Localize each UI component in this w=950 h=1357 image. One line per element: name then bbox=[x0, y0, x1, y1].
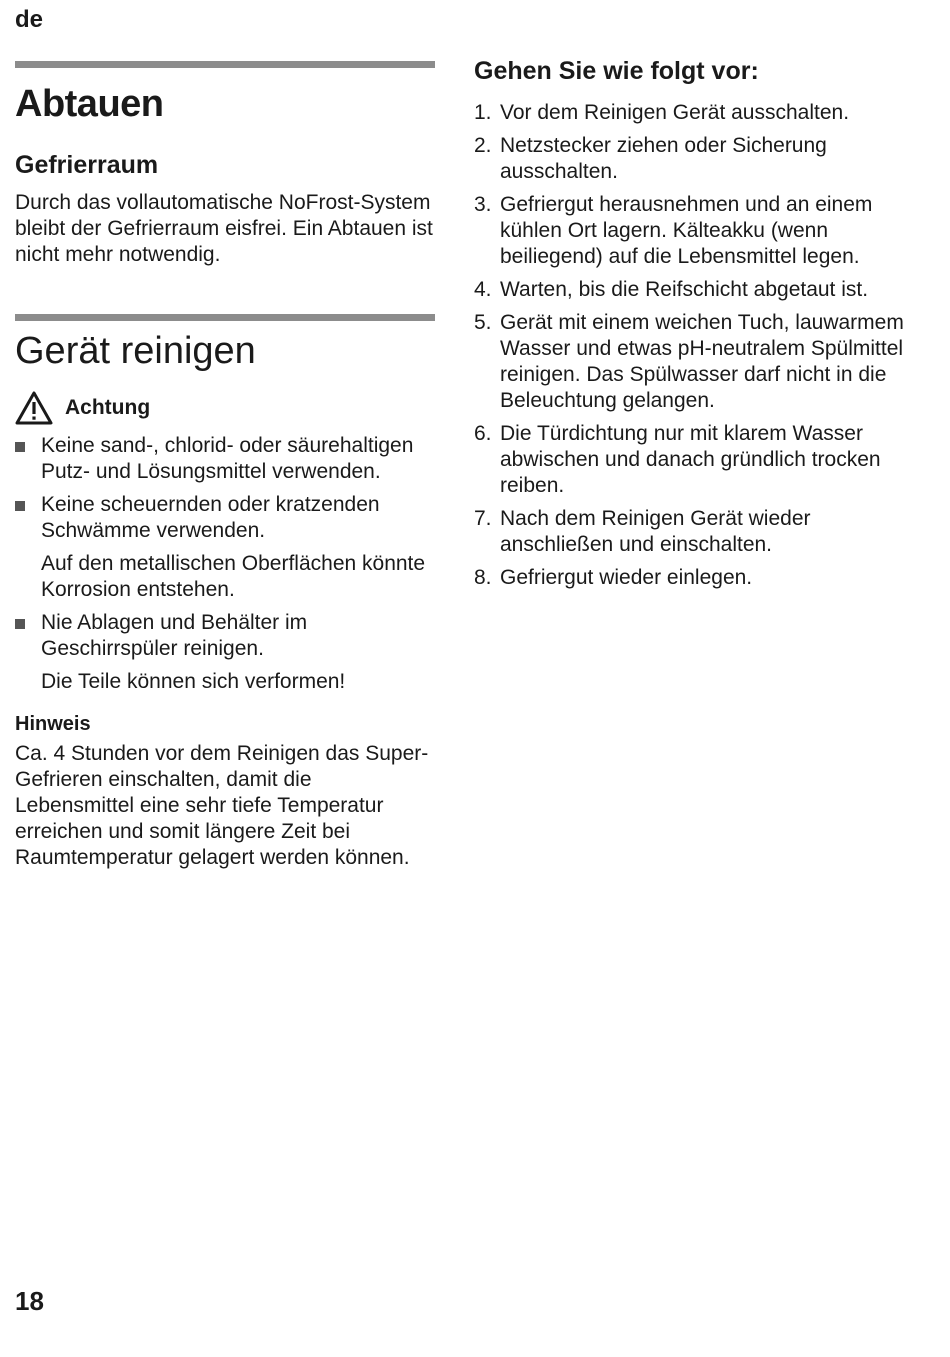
procedure-title: Gehen Sie wie folgt vor: bbox=[474, 57, 759, 85]
left-column bbox=[15, 61, 435, 871]
gefrierraum-paragraph: Durch das vollautomatische NoFrost-System bleibt der Gefrierraum eisfrei. Ein Abtauen ist nicht mehr notwendig. bbox=[15, 191, 433, 266]
note-paragraph: Ca. 4 Stunden vor dem Reinigen das Super-Gefrieren einschalten, damit die Lebensmittel eine sehr tiefe Temperatur erreichen und somit längere Zeit bei Raumtemperatur gelagert werden können. bbox=[15, 742, 429, 869]
step-item: 5. Gerät mit einem weichen Tuch, lauwarmem Wasser und etwas pH-neutralem Spülmittel reinigen. Das Spülwasser darf nicht in die Beleuchtung gelangen. bbox=[474, 311, 904, 412]
step-item: 1. Vor dem Reinigen Gerät ausschalten. bbox=[474, 101, 850, 124]
step-item: 3. Gefriergut herausnehmen und an einem kühlen Ort lagern. Kälteakku (wenn beiliegend) auf die Lebensmittel legen. bbox=[474, 193, 873, 268]
step-item: 2. Netzstecker ziehen oder Sicherung ausschalten. bbox=[474, 134, 827, 183]
warning-label: Achtung bbox=[65, 396, 151, 419]
bullet-note: Auf den metallischen Oberflächen könnte Korrosion entstehen. bbox=[41, 552, 426, 601]
section-divider bbox=[15, 314, 435, 321]
warning-triangle-icon bbox=[15, 391, 53, 425]
bullet-note: Die Teile können sich verformen! bbox=[41, 670, 346, 693]
step-item: 8. Gefriergut wieder einlegen. bbox=[474, 566, 753, 589]
section-divider bbox=[15, 61, 435, 68]
list-item: Keine scheuernden oder kratzenden Schwämme verwenden. bbox=[15, 492, 435, 544]
page-number: 18 bbox=[15, 1286, 44, 1316]
list-item: Keine sand-, chlorid- oder säurehaltigen Putz- und Lösungsmittel verwenden. bbox=[15, 433, 435, 485]
subsection-title-gefrierraum: Gefrierraum bbox=[15, 151, 159, 179]
section-geraet-reinigen bbox=[15, 314, 435, 871]
warning-list bbox=[15, 433, 435, 544]
note-title: Hinweis bbox=[15, 713, 91, 735]
right-column bbox=[474, 56, 914, 598]
section-title-geraet-reinigen: Gerät reinigen bbox=[15, 330, 256, 372]
step-item: 7. Nach dem Reinigen Gerät wieder anschließen und einschalten. bbox=[474, 507, 811, 556]
bullet-square-icon bbox=[15, 501, 25, 511]
list-item: Nie Ablagen und Behälter im Geschirrspüler reinigen. bbox=[15, 610, 435, 662]
section-title-abtauen: Abtauen bbox=[15, 83, 164, 125]
bullet-square-icon bbox=[15, 442, 25, 452]
step-item: 6. Die Türdichtung nur mit klarem Wasser abwischen und danach gründlich trocken reiben. bbox=[474, 422, 881, 497]
procedure-steps bbox=[474, 100, 914, 591]
step-item: 4. Warten, bis die Reifschicht abgetaut ist. bbox=[474, 278, 869, 301]
language-code: de bbox=[15, 6, 44, 33]
warning-list bbox=[15, 610, 435, 662]
warning-heading bbox=[15, 391, 435, 425]
bullet-square-icon bbox=[15, 619, 25, 629]
